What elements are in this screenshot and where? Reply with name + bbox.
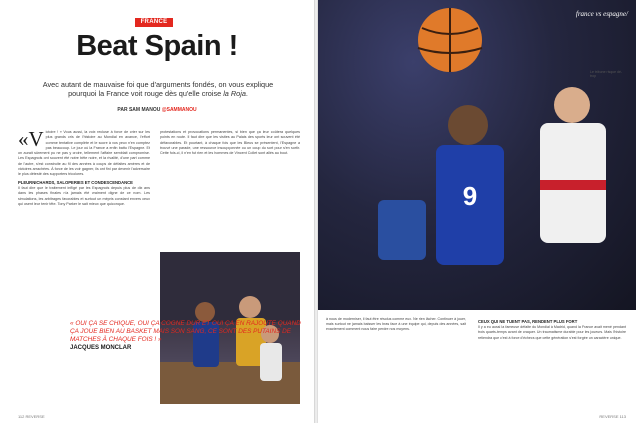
- body-column-4: [478, 317, 626, 407]
- deck-line-2: pourquoi la France voit rouge dès qu'elle croise: [68, 89, 224, 98]
- section-kicker: france vs espagne/: [575, 10, 628, 18]
- byline-author: PAR SAM MANOU: [117, 107, 162, 113]
- players-photo: [318, 0, 636, 310]
- article-title: Beat Spain !: [76, 30, 238, 62]
- body-column-1: [18, 130, 150, 404]
- deck-italic: la Roja: [223, 89, 246, 98]
- byline: [0, 107, 314, 113]
- photo-caption: Le tribune risque dé-trop: [590, 70, 623, 79]
- page-folio-right: REVERSE 113: [599, 414, 626, 419]
- drop-quote: «V: [18, 130, 44, 151]
- left-page: [0, 0, 314, 423]
- page-folio-left: 112 REVERSE: [18, 414, 45, 419]
- body-paragraph: Il faut dire que le traitement infligé par les Espagnols depuis plus de dix ans dans les phases finales n'a jamais été vraiment digne de ce nom. Les simulations, les arbitrages favorables et surtout un mépris constant envers ceux qui osent leur tenir tête. Tony Parker le sait mieux que quiconque.: [18, 185, 150, 206]
- body-paragraph: protestations et provocations permanentes, si bien que ça leur coûtera quelques points en route. Il faut dire que les visites au Palais des sports leur ont souvent été défavorables. Et pourtant, à chaque fois que les Bleus se présentent, l'Espagne a trouvé une parade, une ressource insoupçonnée ou un coup du sort pour s'en sortir. Cette fois-ci, il n'en fut rien et les hommes de Vincent Collet sont allés au bout.: [160, 130, 300, 156]
- body-paragraph: Il y a eu aussi la fameuse défaite du Mondial à Madrid, quand la France avait mené pendant trois quarts-temps avant de craquer. Un traumatisme durable pour les joueurs. Mais l'histoire retiendra que c'est à force d'échecs que cette génération s'est forgée un caractère unique.: [478, 325, 626, 340]
- game-photo-large: [318, 0, 636, 310]
- subhead: CEUX QUI NE TUENT PAS, RENDENT PLUS FORT: [478, 319, 578, 324]
- byline-handle[interactable]: @SAMMANOU: [161, 107, 197, 113]
- body-paragraph: à nous de moderniser, il faut être résolus comme eux. Ne rien lâcher. Continuer à jouer, mais surtout ne jamais baisser les bras face à une équipe qui, depuis des années, sait exactement comment nous faire perdre nos moyens.: [326, 317, 466, 332]
- svg-text:9: 9: [462, 181, 478, 211]
- pull-quote-text: « OUI ÇA SE CHIQUE, OUI ÇA COGNE DUR ET OUI ÇA EN RAJOUTE QUAND ÇA JOUE BIEN AU BASKET MAIS SON SANG, CE SONT DES PUTAINS DE MATCHES À CHAQUE FOIS ! »: [70, 320, 301, 343]
- pull-quote: [70, 320, 302, 351]
- subhead: PLEURNICHARDS, SALOPERIES ET CONDESCENDANCE: [18, 179, 133, 185]
- deck-line-1: Avec autant de mauvaise foi que d'arguments fondés, on vous explique: [42, 80, 274, 89]
- body-paragraph: ictoire ! » Vous aussi, la voix recluse à force de crier sur les plus grands cris de l'histoire au Mondial en avance, l'effort comme tentative complète et le score à vos yeux n'en comptez pas beaucoup. Le jour où la France a enfin battu l'Espagne. Et on aurait sûrement pu ne pas y croire, tellement l'affaire semblait compromise. Les Espagnols ont souvent été notre bête noire, et la rivalité, d'une part comme de l'autre, s'est construite au fil des années à coups de défaites amères et de victoires arrachées. À force de les voir gagner, ils ont fini par devenir l'adversaire le plus détesté des supporters tricolores.: [18, 130, 150, 177]
- body-column-3: [326, 317, 466, 407]
- body-column-2: [160, 130, 300, 250]
- article-deck: Avec autant de mauvaise foi que d'arguments fondés, on vous explique pourquoi la France voit rouge dès qu'elle croise la Roja.: [42, 80, 274, 98]
- section-tag: FRANCE: [135, 18, 173, 27]
- pull-quote-author: JACQUES MONCLAR: [70, 345, 132, 352]
